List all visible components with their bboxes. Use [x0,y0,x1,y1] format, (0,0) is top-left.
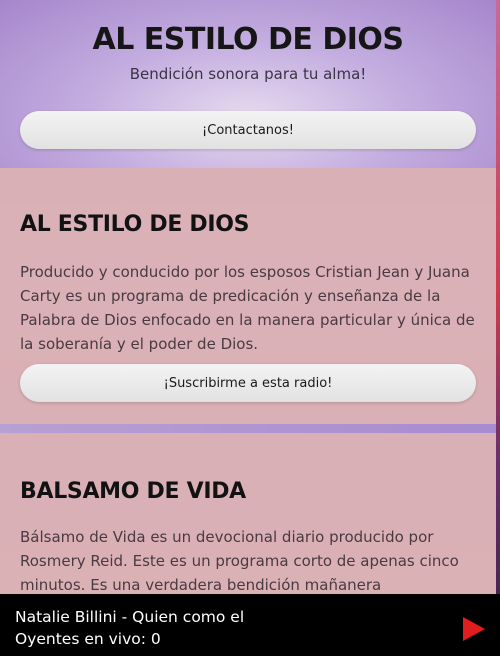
program-description: Bálsamo de Vida es un devocional diario producido por Rosmery Reid. Este es un programa corto de apenas cinco minutos. Es una verdadera bendición mañanera [20,528,459,594]
station-subtitle: Bendición sonora para tu alma! [129,65,367,83]
play-icon [462,616,486,642]
program-title: AL ESTILO DE DIOS [20,212,250,237]
station-title: AL ESTILO DE DIOS [92,22,404,57]
audio-player-bar [0,594,500,656]
subscribe-button[interactable]: ¡Suscribirme a esta radio! [20,364,476,402]
program-title: BALSAMO DE VIDA [20,479,246,504]
contact-button[interactable]: ¡Contactanos! [20,111,476,149]
program-card-al-estilo [0,168,496,424]
play-button[interactable] [462,616,486,642]
now-playing-text: Natalie Billini - Quien como el [15,608,245,626]
listeners-count: Oyentes en vivo: 0 [15,630,161,648]
section-divider [0,424,496,433]
hero-header [0,0,496,168]
program-description: Producido y conducido por los esposos Cristian Jean y Juana Carty es un programa de predicación y enseñanza de la Palabra de Dios enfocado en la manera particular y única de la soberanía y el poder de Dios. [20,263,475,353]
scrollbar-strip [496,0,500,656]
program-card-balsamo [0,433,496,603]
